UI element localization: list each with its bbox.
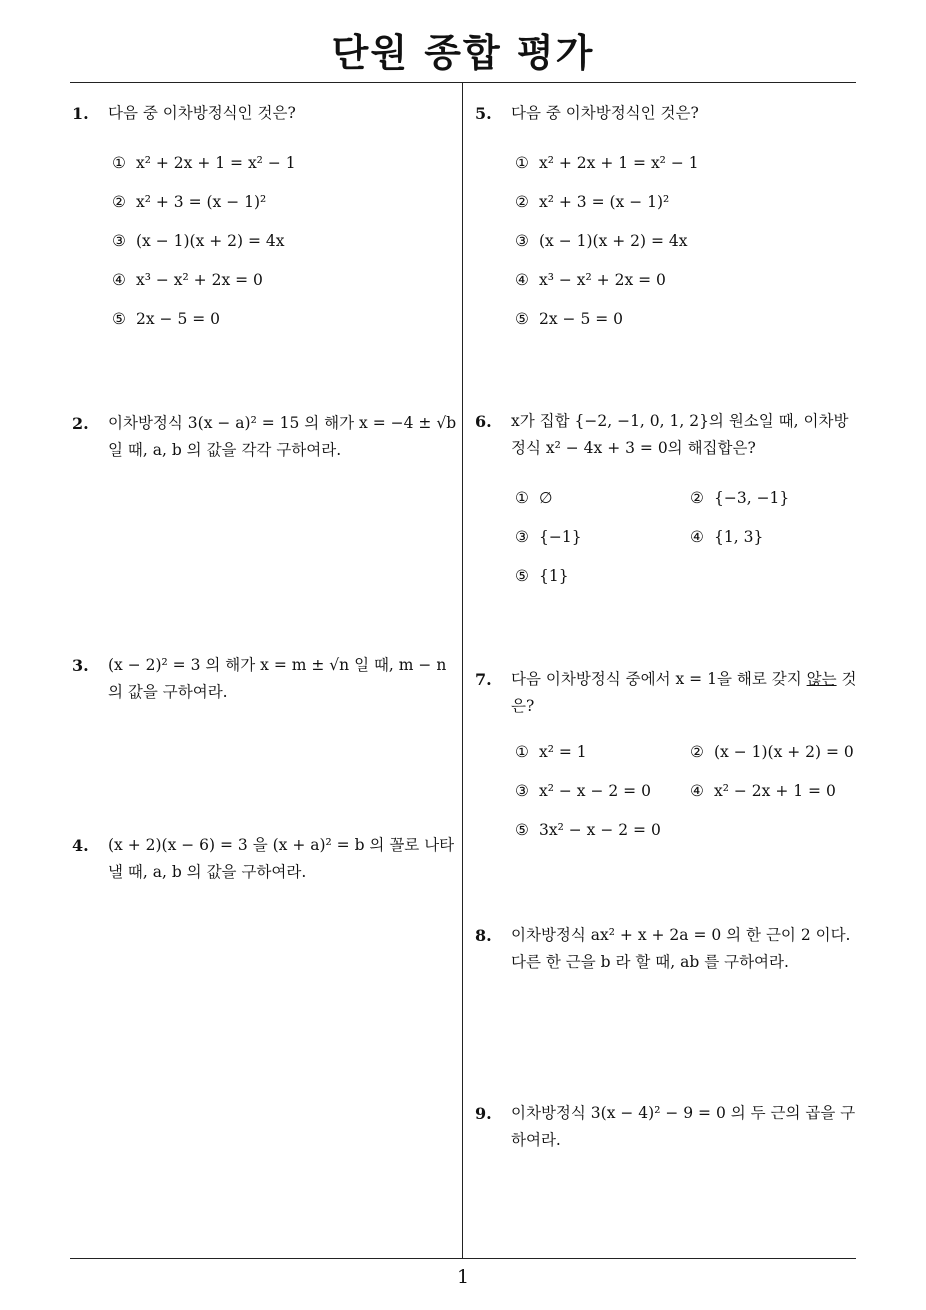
choice-2[interactable] [515, 189, 669, 216]
choice-1[interactable] [515, 485, 553, 512]
question-8 [475, 922, 860, 982]
choice-mark: ⑤ [515, 567, 529, 585]
choice-mark: ② [690, 489, 704, 507]
choice-3[interactable] [515, 228, 688, 255]
choice-text: x² + 2x + 1 = x² − 1 [539, 154, 699, 172]
choice-mark: ④ [112, 271, 126, 289]
question-text: (x − 2)² = 3 의 해가 x = m ± √n 일 때, m − n 의 값을 구하여라. [108, 656, 447, 701]
choice-mark: ③ [515, 528, 529, 546]
choice-5[interactable] [515, 817, 661, 844]
choice-mark: ② [112, 193, 126, 211]
choice-mark: ④ [515, 271, 529, 289]
question-text: 이차방정식 ax² + x + 2a = 0 의 한 근이 2 이다. 다른 한 근을 b 라 할 때, ab 를 구하여라. [511, 926, 851, 971]
choice-1[interactable] [515, 150, 699, 177]
question-text: 이차방정식 3(x − 4)² − 9 = 0 의 두 근의 곱을 구하여라. [511, 1104, 856, 1149]
choice-text: x² − 2x + 1 = 0 [714, 782, 836, 800]
choice-5[interactable] [515, 306, 623, 333]
choice-mark: ⑤ [515, 310, 529, 328]
choice-text: x² + 2x + 1 = x² − 1 [136, 154, 296, 172]
choice-mark: ⑤ [112, 310, 126, 328]
choice-2[interactable] [690, 739, 854, 766]
choice-1[interactable] [515, 739, 587, 766]
question-text: x가 집합 {−2, −1, 0, 1, 2}의 원소일 때, 이차방정식 x² − 4x + 3 = 0의 해집합은? [511, 412, 849, 457]
question-text: (x + 2)(x − 6) = 3 을 (x + a)² = b 의 꼴로 나타낼 때, a, b 의 값을 구하여라. [108, 836, 455, 881]
choice-text: (x − 1)(x + 2) = 4x [136, 232, 285, 250]
underlined-emphasis: 않는 [806, 670, 837, 688]
header-rule [70, 82, 856, 83]
choice-3[interactable] [515, 524, 582, 551]
question-number: 3. [72, 656, 89, 675]
choice-mark: ⑤ [515, 821, 529, 839]
choice-3[interactable] [515, 778, 651, 805]
choice-text: {−1} [539, 528, 582, 546]
choice-mark: ① [112, 154, 126, 172]
choice-mark: ④ [690, 782, 704, 800]
question-3 [72, 652, 457, 712]
choice-mark: ① [515, 743, 529, 761]
choice-text: {−3, −1} [714, 489, 790, 507]
choice-text: x² − x − 2 = 0 [539, 782, 651, 800]
question-text [511, 666, 860, 720]
question-text-part: 다음 이차방정식 중에서 x = 1을 해로 갖지 [511, 670, 807, 688]
choice-2[interactable] [690, 485, 789, 512]
choice-text: x³ − x² + 2x = 0 [136, 271, 263, 289]
question-4 [72, 832, 457, 892]
question-9 [475, 1100, 860, 1160]
choice-text: 3x² − x − 2 = 0 [539, 821, 661, 839]
choice-4[interactable] [690, 524, 763, 551]
choice-4[interactable] [690, 778, 836, 805]
choice-5[interactable] [112, 306, 220, 333]
page-number: 1 [456, 1266, 470, 1288]
choice-text: (x − 1)(x + 2) = 4x [539, 232, 688, 250]
choice-5[interactable] [515, 563, 569, 590]
page-title: 단원 종합 평가 [331, 31, 595, 75]
choice-4[interactable] [515, 267, 666, 294]
question-number: 1. [72, 104, 89, 123]
choice-text: 2x − 5 = 0 [136, 310, 221, 328]
question-6 [475, 408, 860, 598]
choice-1[interactable] [112, 150, 296, 177]
choice-text: 2x − 5 = 0 [539, 310, 624, 328]
question-number: 7. [475, 670, 492, 689]
question-text: 다음 중 이차방정식인 것은? [108, 104, 296, 122]
choice-text: x³ − x² + 2x = 0 [539, 271, 666, 289]
question-number: 5. [475, 104, 492, 123]
column-divider [462, 82, 463, 1258]
question-5 [475, 100, 860, 340]
choice-mark: ③ [515, 782, 529, 800]
question-1 [72, 100, 457, 340]
question-2 [72, 410, 457, 470]
choice-mark: ④ [690, 528, 704, 546]
question-number: 2. [72, 414, 89, 433]
question-7 [475, 666, 860, 856]
question-number: 6. [475, 412, 492, 431]
choice-mark: ③ [112, 232, 126, 250]
choice-text: (x − 1)(x + 2) = 0 [714, 743, 854, 761]
question-text-part: 것은? [511, 670, 857, 715]
footer-rule [70, 1258, 856, 1259]
choice-mark: ③ [515, 232, 529, 250]
question-number: 8. [475, 926, 492, 945]
choice-text: {1} [539, 567, 569, 585]
question-text: 이차방정식 3(x − a)² = 15 의 해가 x = −4 ± √b 일 때, a, b 의 값을 각각 구하여라. [108, 414, 457, 459]
question-number: 9. [475, 1104, 492, 1123]
choice-mark: ① [515, 154, 529, 172]
choice-text: ∅ [539, 489, 553, 507]
choice-text: x² = 1 [539, 743, 587, 761]
question-number: 4. [72, 836, 89, 855]
choice-text: x² + 3 = (x − 1)² [539, 193, 670, 211]
question-text: 다음 중 이차방정식인 것은? [511, 104, 699, 122]
choice-mark: ① [515, 489, 529, 507]
choice-mark: ② [690, 743, 704, 761]
choice-4[interactable] [112, 267, 263, 294]
choice-text: x² + 3 = (x − 1)² [136, 193, 267, 211]
choice-3[interactable] [112, 228, 285, 255]
choice-2[interactable] [112, 189, 266, 216]
choice-text: {1, 3} [714, 528, 764, 546]
choice-mark: ② [515, 193, 529, 211]
